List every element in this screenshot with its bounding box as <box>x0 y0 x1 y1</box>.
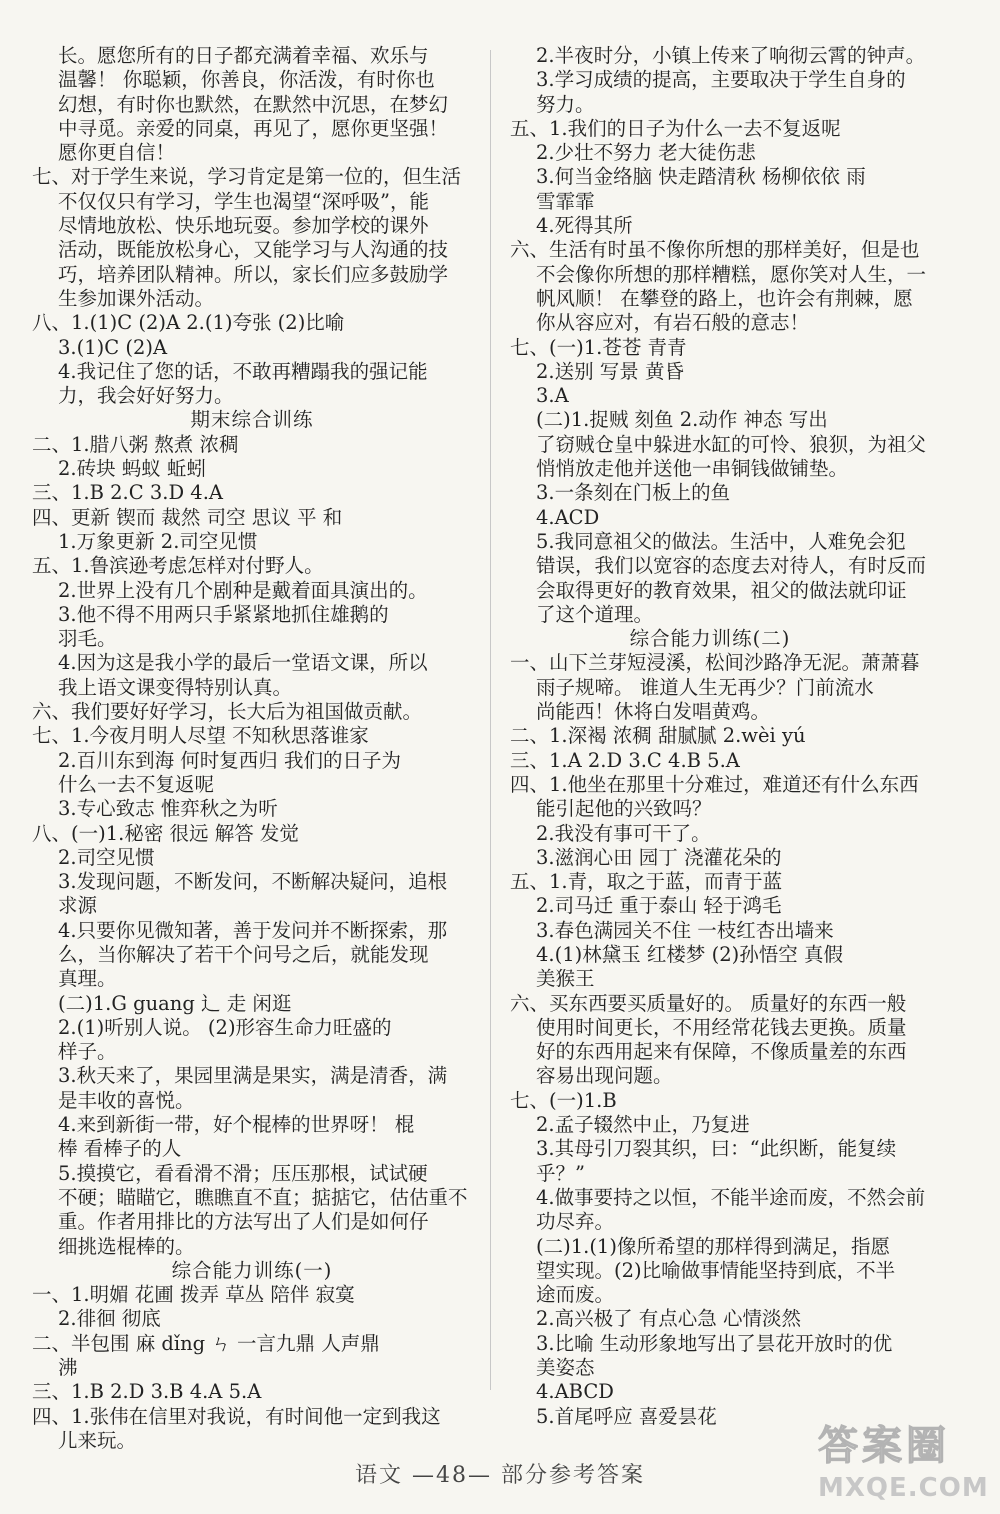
answer-line: 沸 <box>58 1356 78 1380</box>
answer-line: 三、1.B 2.C 3.D 4.A <box>32 481 223 505</box>
answer-line: 一、1.明媚 花圃 拨弄 草丛 陪伴 寂寞 <box>32 1283 355 1307</box>
answer-line: (二)1.捉贼 刻鱼 2.动作 神态 写出 <box>536 408 828 432</box>
answer-line: 努力。 <box>536 92 595 116</box>
answer-line: 3.何当金络脑 快走踏清秋 杨柳依依 雨 <box>536 165 866 189</box>
answer-line: 5.摸摸它，看看滑不滑；压压那根，试试硬 <box>58 1161 428 1185</box>
answer-line: 雨子规啼。 谁道人生无再少？门前流水 <box>536 675 874 699</box>
watermark-title: 答案圈 <box>818 1423 950 1469</box>
answer-line: 能引起他的兴致吗？ <box>536 797 712 821</box>
answer-line: 一、山下兰芽短浸溪，松间沙路净无泥。萧萧暮 <box>510 651 920 675</box>
answer-line: 使用时间更长，不用经常花钱去更换。质量 <box>536 1015 907 1039</box>
answer-line: 3.A <box>536 384 569 408</box>
answer-line: 错误，我们以宽容的态度去对待人，有时反而 <box>536 554 927 578</box>
answer-line: 了这个道理。 <box>536 602 654 626</box>
answer-line: (二)1.G guang 辶 走 闲逛 <box>58 991 292 1015</box>
answer-line: 3.学习成绩的提高，主要取决于学生自身的 <box>536 68 906 92</box>
answer-line: 尽情地放松、快乐地玩耍。参加学校的课外 <box>58 214 429 238</box>
answer-line: 愿你更自信！ <box>58 141 176 165</box>
answer-line: 五、1.我们的日子为什么一去不复返呢 <box>510 116 841 140</box>
answer-line: 巧，培养团队精神。所以，家长们应多鼓励学 <box>58 262 449 286</box>
answer-line: 我上语文课变得特别认真。 <box>58 675 293 699</box>
answer-line: 2.半夜时分，小镇上传来了响彻云霄的钟声。 <box>536 44 926 67</box>
answer-line: 三、1.B 2.D 3.B 4.A 5.A <box>32 1380 262 1404</box>
answer-line: 七、对于学生来说，学习肯定是第一位的，但生活 <box>32 165 462 189</box>
answer-line: 3.专心致志 惟弈秋之为听 <box>58 797 278 821</box>
answer-line: 3.一条刻在门板上的鱼 <box>536 481 731 505</box>
answer-line: 四、更新 锲而 裁然 司空 思议 平 和 <box>32 505 343 529</box>
answer-line: 2.高兴极了 有点心急 心情淡然 <box>536 1307 802 1331</box>
answer-line: 4.来到新街一带，好个棍棒的世界呀！ 棍 <box>58 1113 415 1137</box>
answer-line: 什么一去不复返呢 <box>58 772 215 796</box>
answer-line: 4.因为这是我小学的最后一堂语文课，所以 <box>58 651 428 675</box>
answer-line: 三、1.A 2.D 3.C 4.B 5.A <box>510 748 740 772</box>
answer-line: 好的东西用起来有保障，不像质量差的东西 <box>536 1040 907 1064</box>
answer-line: 你从容应对，有岩石般的意志！ <box>536 311 810 335</box>
answer-line: 细挑选棍棒的。 <box>58 1234 195 1258</box>
answer-line: 1.万象更新 2.司空见惯 <box>58 529 258 553</box>
watermark-logo <box>818 1414 988 1506</box>
answer-line: 儿来玩。 <box>58 1428 137 1452</box>
answer-line: 2.(1)听别人说。 (2)形容生命力旺盛的 <box>58 1015 392 1039</box>
answer-line: 悄悄放走他并送他一串铜钱做铺垫。 <box>536 457 849 481</box>
answer-line: 活动，既能放松身心，又能学习与人沟通的技 <box>58 238 449 262</box>
answer-line: 四、1.张伟在信里对我说，有时间他一定到我这 <box>32 1404 441 1428</box>
left-column <box>32 44 472 1453</box>
answer-line: 七、1.今夜月明人尽望 不知秋思落谁家 <box>32 724 369 748</box>
answer-line: 不仅仅只有学习，学生也渴望“深呼吸”，能 <box>58 189 429 213</box>
answer-line: 3.比喻 生动形象地写出了昙花开放时的优 <box>536 1331 893 1355</box>
answer-line: 不会像你所想的那样糟糕，愿你笑对人生，一 <box>536 262 927 286</box>
answer-line: 2.司空见惯 <box>58 845 155 869</box>
answer-line: 幻想，有时你也默然，在默然中沉思，在梦幻 <box>58 92 449 116</box>
answer-line: 不硬；瞄瞄它，瞧瞧直不直；掂掂它，估估重不 <box>58 1185 468 1209</box>
answer-line: 3.(1)C (2)A <box>58 335 168 359</box>
answer-line: 八、(一)1.秘密 很远 解答 发觉 <box>32 821 299 845</box>
answer-line: (二)1.(1)像所希望的那样得到满足，指愿 <box>536 1234 890 1258</box>
answer-line: 2.徘徊 彻底 <box>58 1307 161 1331</box>
answer-line: 2.孟子辍然中止，乃复进 <box>536 1113 750 1137</box>
answer-line: 八、1.(1)C (2)A 2.(1)夸张 (2)比喻 <box>32 311 345 335</box>
answer-line: 四、1.他坐在那里十分难过，难道还有什么东西 <box>510 772 919 796</box>
answer-line: 3.他不得不用两只手紧紧地抓住雄鹅的 <box>58 602 389 626</box>
section-heading: 综合能力训练(一) <box>171 1258 333 1282</box>
answer-line: 温馨！ 你聪颖，你善良，你活泼，有时你也 <box>58 68 435 92</box>
answer-line: 二、1.腊八粥 熬煮 浓稠 <box>32 432 239 456</box>
answer-line: 六、买东西要买质量好的。 质量好的东西一般 <box>510 991 907 1015</box>
answer-line: 途而废。 <box>536 1283 615 1307</box>
watermark-url: MXQE.COM <box>818 1473 989 1503</box>
answer-line: 是丰收的喜悦。 <box>58 1088 195 1112</box>
answer-line: 3.其母引刀裂其织，曰：“此织断，能复续 <box>536 1137 897 1161</box>
answer-line: 3.滋润心田 园丁 浇灌花朵的 <box>536 845 782 869</box>
answer-line: 五、1.青，取之于蓝，而青于蓝 <box>510 870 783 894</box>
answer-line: 尚能西！休将白发唱黄鸡。 <box>536 700 771 724</box>
answer-line: 求源 <box>58 894 98 918</box>
answer-line: 力，我会好好努力。 <box>58 384 234 408</box>
column-divider <box>490 50 491 1390</box>
answer-line: 4.ACD <box>536 505 600 529</box>
answer-line: 美猴王 <box>536 967 595 991</box>
answer-line: 2.世界上没有几个剧种是戴着面具演出的。 <box>58 578 428 602</box>
answer-line: 4.做事要持之以恒，不能半途而废，不然会前 <box>536 1185 926 1209</box>
answer-line: 生参加课外活动。 <box>58 286 215 310</box>
answer-line: 羽毛。 <box>58 627 117 651</box>
answer-line: 了窃贼仓皇中躲进水缸的可怜、狼狈，为祖父 <box>536 432 927 456</box>
answer-line: 真理。 <box>58 967 117 991</box>
answer-line: 么，当你解决了若干个问号之后，就能发现 <box>58 942 429 966</box>
answer-line: 棒 看棒子的人 <box>58 1137 182 1161</box>
answer-line: 4.我记住了您的话，不敢再糟蹋我的强记能 <box>58 359 428 383</box>
answer-line: 五、1.鲁滨逊考虑怎样对付野人。 <box>32 554 324 578</box>
page-footer: 语文 —48— 部分参考答案 <box>355 1463 645 1488</box>
answer-line: 2.少壮不努力 老大徒伤悲 <box>536 141 756 165</box>
answer-line: 4.(1)林黛玉 红楼梦 (2)孙悟空 真假 <box>536 942 843 966</box>
answer-line: 3.秋天来了，果园里满是果实，满是清香，满 <box>58 1064 448 1088</box>
section-heading: 期末综合训练 <box>190 408 314 432</box>
answer-line: 六、生活有时虽不像你所想的那样美好，但是也 <box>510 238 920 262</box>
answer-line: 样子。 <box>58 1040 117 1064</box>
answer-line: 长。愿您所有的日子都充满着幸福、欢乐与 <box>58 44 429 67</box>
answer-line: 会取得更好的教育效果，祖父的做法就印证 <box>536 578 907 602</box>
answer-line: 3.春色满园关不住 一枝红杏出墙来 <box>536 918 834 942</box>
answer-line: 容易出现问题。 <box>536 1064 673 1088</box>
answer-line: 功尽弃。 <box>536 1210 615 1234</box>
right-column <box>510 44 927 1429</box>
answer-line: 雪霏霏 <box>536 189 595 213</box>
answer-line: 2.送别 写景 黄昏 <box>536 359 685 383</box>
answer-line: 七、(一)1.B <box>510 1088 617 1112</box>
answer-line: 中寻觅。亲爱的同桌，再见了，愿你更坚强！ <box>58 116 449 140</box>
answer-line: 5.首尾呼应 喜爱昙花 <box>536 1404 717 1428</box>
answer-line: 六、我们要好好学习，长大后为祖国做贡献。 <box>32 700 423 724</box>
answer-line: 4.只要你见微知著，善于发问并不断探索，那 <box>58 918 448 942</box>
answer-line: 望实现。(2)比喻做事情能坚持到底，不半 <box>536 1258 896 1282</box>
answer-line: 七、(一)1.苍苍 青青 <box>510 335 687 359</box>
answer-line: 帆风顺！ 在攀登的路上，也许会有荆棘，愿 <box>536 286 913 310</box>
answer-line: 2.百川东到海 何时复西归 我们的日子为 <box>58 748 402 772</box>
answer-line: 二、半包围 麻 dǐng ㄣ 一言九鼎 人声鼎 <box>32 1331 380 1355</box>
answer-line: 5.我同意祖父的做法。生活中，人难免会犯 <box>536 529 906 553</box>
answer-line: 4.ABCD <box>536 1380 614 1404</box>
answer-line: 二、1.深褐 浓稠 甜腻腻 2.wèi yú <box>510 724 806 748</box>
answer-line: 3.发现问题，不断发问，不断解决疑问，追根 <box>58 870 448 894</box>
answer-line: 4.死得其所 <box>536 214 633 238</box>
section-heading: 综合能力训练(二) <box>629 627 791 651</box>
answer-line: 美姿态 <box>536 1356 595 1380</box>
answer-line: 2.砖块 蚂蚁 蚯蚓 <box>58 457 207 481</box>
answer-line: 重。作者用排比的方法写出了人们是如何仔 <box>58 1210 429 1234</box>
answer-line: 乎？” <box>536 1161 585 1185</box>
answer-line: 2.司马迁 重于泰山 轻于鸿毛 <box>536 894 782 918</box>
answer-line: 2.我没有事可干了。 <box>536 821 711 845</box>
